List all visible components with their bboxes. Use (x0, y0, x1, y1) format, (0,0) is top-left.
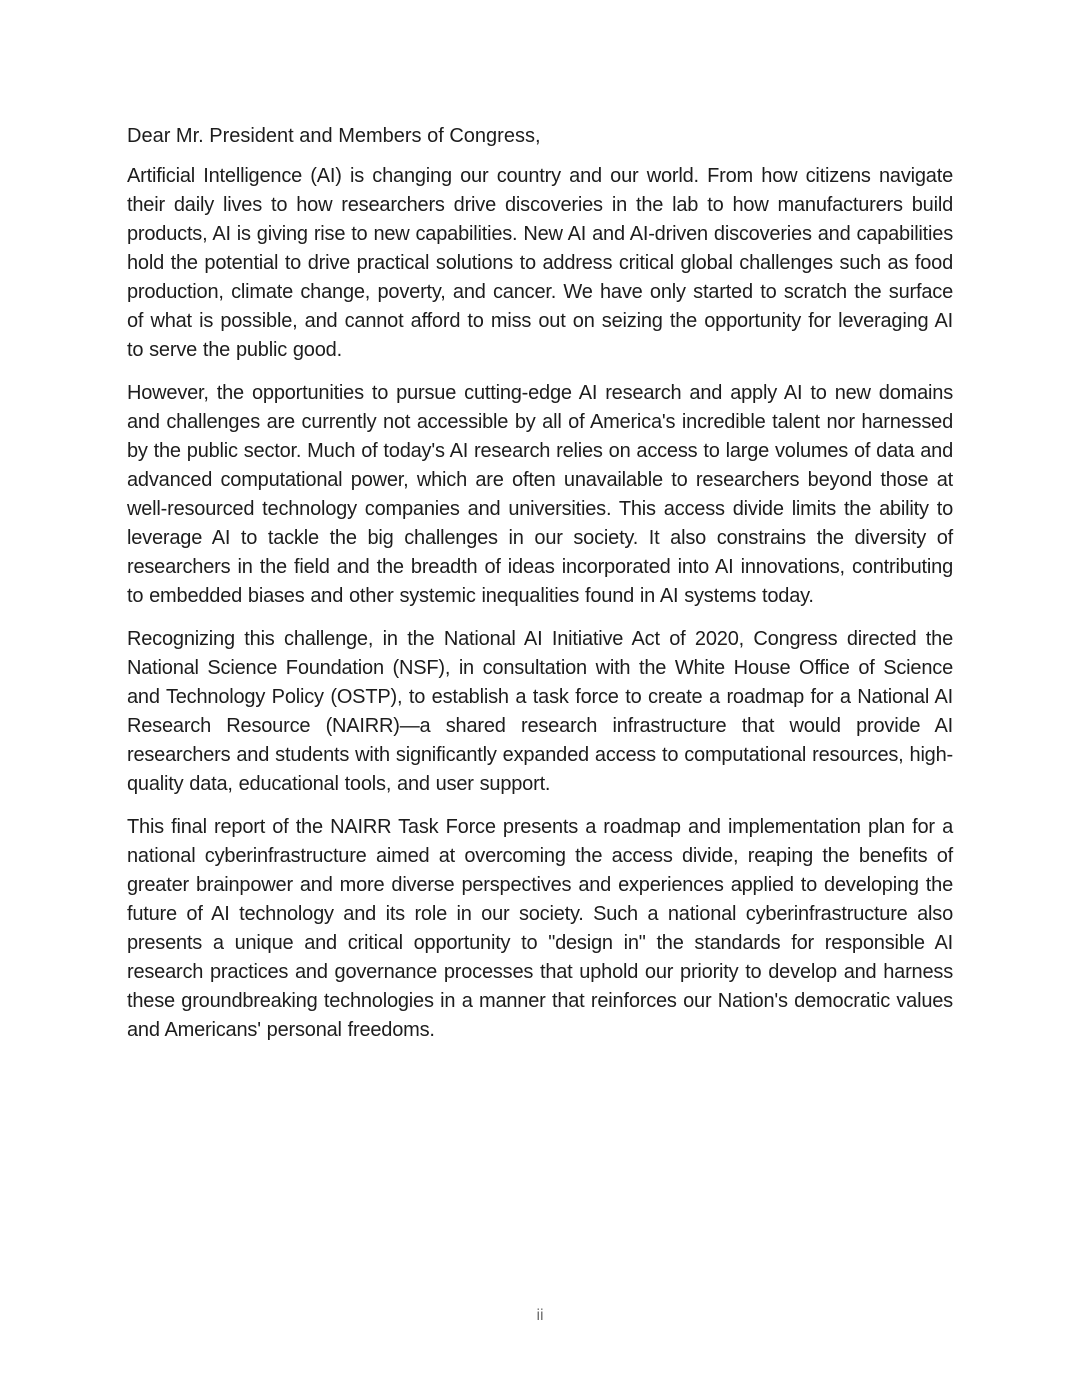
salutation-line: Dear Mr. President and Members of Congress, (127, 125, 541, 147)
paragraph-final-report: This final report of the NAIRR Task Force presents a roadmap and implementation plan for a national cyberinfrastructure aimed at overcoming the access divide, reaping the benefits of greater brainpower and more diverse perspectives and experiences applied to developing the future of AI technology and its role in our society. Such a national cyberinfrastructure also presents a unique and critical opportunity to "design in" the standards for responsible AI research practices and governance processes that uphold our priority to develop and harness these groundbreaking technologies in a manner that reinforces our Nation's democratic values and Americans' personal freedoms. (127, 816, 953, 1041)
paragraph-access-divide: However, the opportunities to pursue cutting-edge AI research and apply AI to new domains and challenges are currently not accessible by all of America's incredible talent nor harnessed by the public sector. Much of today's AI research relies on access to large volumes of data and advanced computational power, which are often unavailable to researchers beyond those at well-resourced technology companies and universities. This access divide limits the ability to leverage AI to tackle the big challenges in our society. It also constrains the diversity of researchers in the field and the breadth of ideas incorporated into AI innovations, contributing to embedded biases and other systemic inequalities found in AI systems today. (127, 382, 953, 607)
letter-body (127, 122, 953, 1059)
page-number: ii (536, 1307, 544, 1324)
page-footer (0, 1306, 1080, 1326)
paragraph-nairr-mandate: Recognizing this challenge, in the National AI Initiative Act of 2020, Congress directed the National Science Foundation (NSF), in consultation with the White House Office of Science and Technology Policy (OSTP), to establish a task force to create a roadmap for a National AI Research Resource (NAIRR)—a shared research infrastructure that would provide AI researchers and students with significantly expanded access to computational resources, high-quality data, educational tools, and user support. (127, 628, 953, 795)
paragraph-intro-ai-change: Artificial Intelligence (AI) is changing our country and our world. From how citizens navigate their daily lives to how researchers drive discoveries in the lab to how manufacturers build products, AI is giving rise to new capabilities. New AI and AI-driven discoveries and capabilities hold the potential to drive practical solutions to address critical global challenges such as food production, climate change, poverty, and cancer. We have only started to scratch the surface of what is possible, and cannot afford to miss out on seizing the opportunity for leveraging AI to serve the public good. (127, 165, 953, 361)
